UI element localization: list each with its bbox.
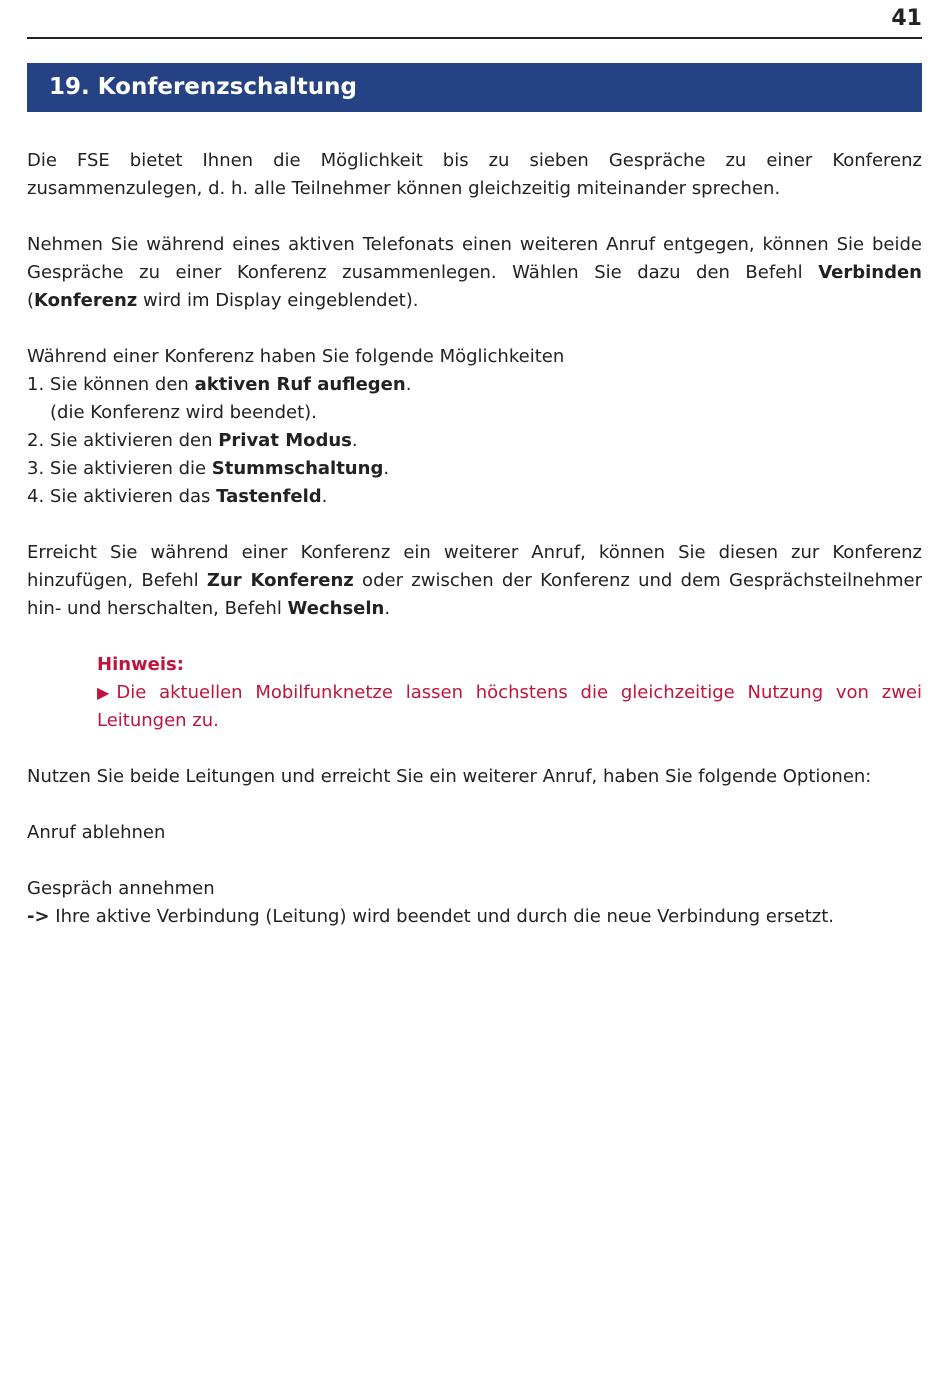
conference-paragraph — [27, 231, 922, 315]
command-verbinden: Verbinden — [818, 262, 922, 283]
list-item-text: 2. Sie aktivieren den — [27, 430, 219, 451]
options-list — [27, 371, 922, 511]
page-number: 41 — [891, 6, 922, 31]
page-content — [27, 147, 922, 931]
list-item-subnote: (die Konferenz wird beendet). — [50, 402, 317, 423]
list-item-suffix: . — [321, 486, 328, 507]
two-lines-paragraph: Nutzen Sie beide Leitungen und erreicht Sie ein weiterer Anruf, haben Sie folgende Optionen: — [27, 766, 872, 787]
text-segment: Erreicht Sie während einer Konferenz ein weiterer Anruf, können Sie diesen zur Konferenz hinzufügen, Befehl — [27, 542, 922, 591]
list-item-suffix: . — [383, 458, 390, 479]
display-konferenz: Konferenz — [34, 290, 138, 311]
play-arrow-icon: ▶ — [97, 683, 117, 702]
command-zur-konferenz: Zur Konferenz — [206, 570, 354, 591]
accept-detail-text: Ihre aktive Verbindung (Leitung) wird beendet und durch die neue Verbindung ersetzt. — [49, 906, 835, 927]
options-intro: Während einer Konferenz haben Sie folgende Möglichkeiten — [27, 346, 565, 367]
text-segment: wird im Display eingeblendet). — [137, 290, 419, 311]
arrow-icon: -> — [27, 906, 50, 927]
section-title: 19. Konferenzschaltung — [27, 63, 922, 112]
list-item-bold: Tastenfeld — [216, 486, 322, 507]
header-divider — [27, 37, 922, 39]
list-item — [27, 427, 922, 455]
note-box — [97, 651, 922, 735]
accept-detail — [27, 903, 922, 931]
list-item-bold: Privat Modus — [218, 430, 352, 451]
list-item-text: 1. Sie können den — [27, 374, 195, 395]
list-item-suffix: . — [351, 430, 358, 451]
option-reject: Anruf ablehnen — [27, 822, 166, 843]
list-item — [27, 483, 922, 511]
text-segment: Nehmen Sie während eines aktiven Telefonats einen weiteren Anruf entgegen, können Sie beide Gespräche zu einer Konferenz zusammenlegen. Wählen Sie dazu den Befehl — [27, 234, 922, 283]
list-item-text: 3. Sie aktivieren die — [27, 458, 212, 479]
list-item-bold: Stummschaltung — [211, 458, 384, 479]
list-item — [27, 371, 922, 399]
list-item-text: 4. Sie aktivieren das — [27, 486, 217, 507]
intro-paragraph: Die FSE bietet Ihnen die Möglichkeit bis zu sieben Gespräche zu einer Konferenz zusammenzulegen, d. h. alle Teilnehmer können gleichzeitig miteinander sprechen. — [27, 150, 922, 199]
option-accept: Gespräch annehmen — [27, 878, 215, 899]
list-item-bold: aktiven Ruf auflegen — [194, 374, 406, 395]
note-text — [97, 679, 922, 735]
list-item — [27, 455, 922, 483]
command-wechseln: Wechseln — [287, 598, 385, 619]
text-segment: oder zwischen der Konferenz und dem Gesprächsteilnehmer hin- und herschalten, Befehl — [27, 570, 922, 619]
text-segment: . — [384, 598, 391, 619]
text-segment: ( — [27, 290, 35, 311]
note-body: Die aktuellen Mobilfunknetze lassen höchstens die gleichzeitige Nutzung von zwei Leitungen zu. — [97, 682, 922, 731]
list-item-suffix: . — [405, 374, 412, 395]
incoming-call-paragraph — [27, 539, 922, 623]
note-title: Hinweis: — [97, 654, 184, 675]
